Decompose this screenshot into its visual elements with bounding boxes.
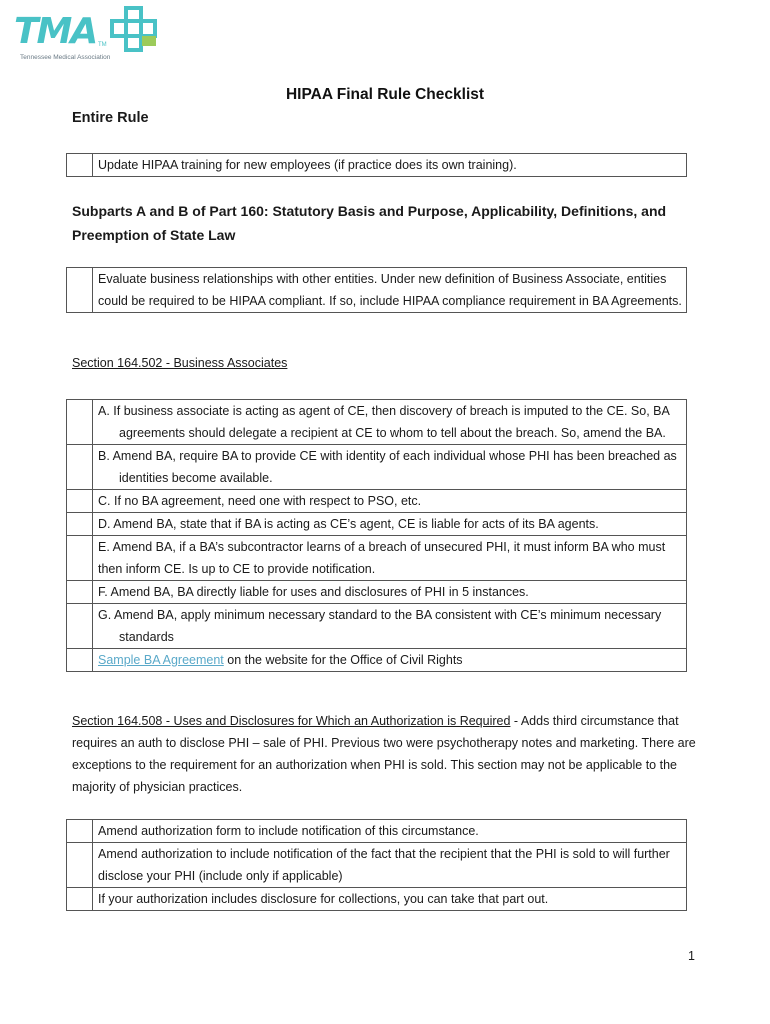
checklist-item: B. Amend BA, require BA to provide CE with identity of each individual whose PHI has been breached as identities become available. <box>98 449 677 485</box>
checkbox[interactable] <box>67 649 93 672</box>
checklist-item: Update HIPAA training for new employees (if practice does its own training). <box>93 154 687 177</box>
section-508-paragraph <box>72 710 702 798</box>
checklist-item: Amend authorization to include notification of the fact that the recipient that the PHI is sold to will further disclose your PHI (include only if applicable) <box>93 843 687 888</box>
page-number: 1 <box>688 949 695 963</box>
checkbox[interactable] <box>67 820 93 843</box>
checklist-item: Evaluate business relationships with other entities. Under new definition of Business Associate, entities could be required to be HIPAA compliant. If so, include HIPAA compliance requirement in BA Agreements. <box>93 268 687 313</box>
entire-rule-checklist <box>66 153 687 177</box>
logo-abbr: TMA <box>14 11 97 52</box>
checklist-item: A. If business associate is acting as agent of CE, then discovery of breach is imputed to the CE. So, BA agreements should delegate a recipient at CE to whom to tell about the breach. So, amend the BA. <box>98 404 670 440</box>
checklist-row <box>67 581 687 604</box>
checklist-row <box>67 154 687 177</box>
checkbox[interactable] <box>67 445 93 490</box>
checkbox[interactable] <box>67 843 93 888</box>
checklist-row <box>67 445 687 490</box>
checklist-item: G. Amend BA, apply minimum necessary standard to the BA consistent with CE’s minimum necessary standards <box>98 608 662 644</box>
checklist-row <box>67 843 687 888</box>
checklist-item: F. Amend BA, BA directly liable for uses and disclosures of PHI in 5 instances. <box>93 581 687 604</box>
page-title: HIPAA Final Rule Checklist <box>285 86 485 103</box>
checkbox[interactable] <box>67 536 93 581</box>
subparts-checklist <box>66 267 687 313</box>
checklist-row <box>67 649 687 672</box>
subparts-heading: Subparts A and B of Part 160: Statutory Basis and Purpose, Applicability, Definitions, and Preemption of State Law <box>72 203 667 243</box>
checklist-row <box>67 536 687 581</box>
checkbox[interactable] <box>67 490 93 513</box>
medical-cross-icon <box>106 6 166 52</box>
checkbox[interactable] <box>67 581 93 604</box>
checklist-item: D. Amend BA, state that if BA is acting as CE’s agent, CE is liable for acts of its BA agents. <box>93 513 687 536</box>
entire-rule-heading: Entire Rule <box>72 110 149 126</box>
checklist-item: C. If no BA agreement, need one with respect to PSO, etc. <box>93 490 687 513</box>
tma-logo <box>14 6 164 68</box>
link-suffix: on the website for the Office of Civil Rights <box>223 653 463 667</box>
checklist-row <box>67 490 687 513</box>
section-508-checklist <box>66 819 687 911</box>
checklist-row <box>67 888 687 911</box>
sample-ba-agreement-link[interactable]: Sample BA Agreement <box>98 653 224 667</box>
checkbox[interactable] <box>67 888 93 911</box>
checkbox[interactable] <box>67 154 93 177</box>
checklist-row <box>67 268 687 313</box>
section-508-heading: Section 164.508 - Uses and Disclosures for Which an Authorization is Required <box>72 714 511 728</box>
checklist-row <box>67 513 687 536</box>
section-502-checklist <box>66 399 687 672</box>
checklist-item: If your authorization includes disclosure for collections, you can take that part out. <box>93 888 687 911</box>
checkbox[interactable] <box>67 400 93 445</box>
section-502-heading: Section 164.502 - Business Associates <box>72 356 288 370</box>
checkbox[interactable] <box>67 268 93 313</box>
checkbox[interactable] <box>67 604 93 649</box>
checkbox[interactable] <box>67 513 93 536</box>
checklist-row <box>67 820 687 843</box>
section-508-text: - Adds third circumstance that requires an auth to disclose PHI – sale of PHI. Previous two were psychotherapy notes and marketing. There are exceptions to the requirement for an authorization when PHI is sold. This section may not be applicable to the majority of physician practices. <box>72 714 696 794</box>
checklist-row <box>67 400 687 445</box>
checklist-item: Amend authorization form to include notification of this circumstance. <box>93 820 687 843</box>
logo-subtitle: Tennessee Medical Association <box>20 54 111 61</box>
checklist-item: E. Amend BA, if a BA’s subcontractor learns of a breach of unsecured PHI, it must inform BA who must then inform CE. Is up to CE to provide notification. <box>93 536 687 581</box>
logo-trademark: TM <box>98 42 107 48</box>
checklist-row <box>67 604 687 649</box>
